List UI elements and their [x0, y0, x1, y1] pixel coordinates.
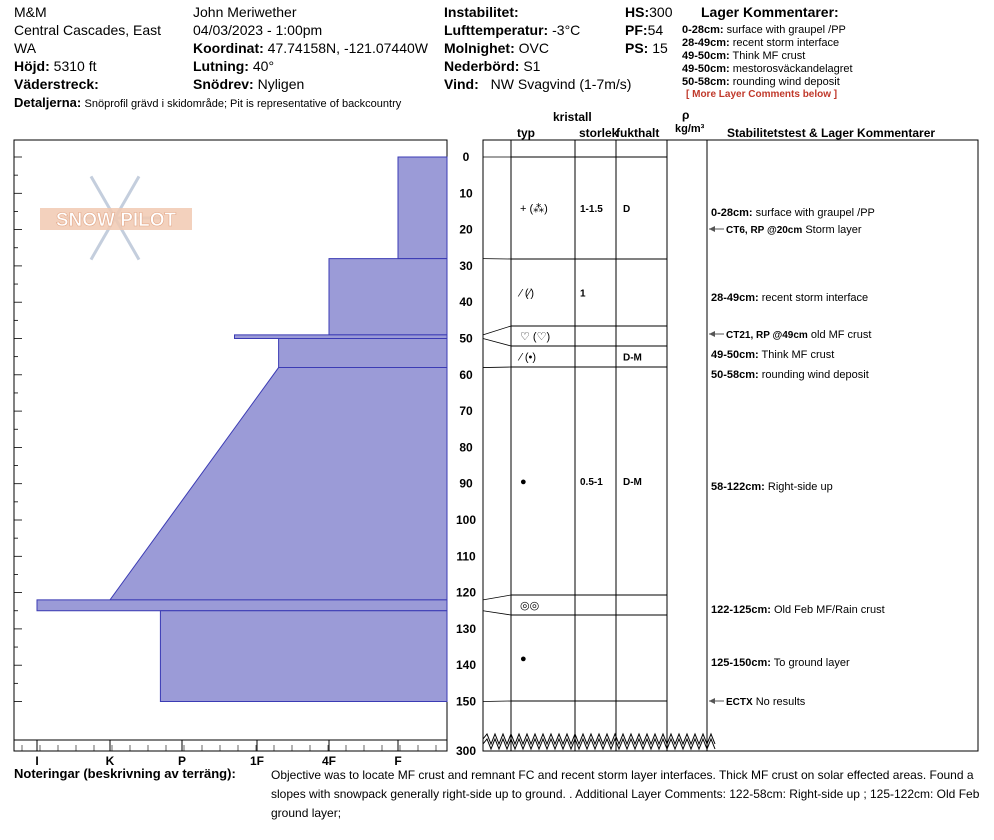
- layer-comment-text: To ground layer: [770, 657, 850, 669]
- depth-label: 90: [459, 476, 473, 491]
- ps-label: PS:: [625, 40, 649, 56]
- hardness-layer-bar: [279, 339, 447, 368]
- layer-comment-range: 125-150cm:: [711, 657, 771, 669]
- depth-label: 80: [459, 440, 473, 455]
- layer-comment-range: 28-49cm:: [682, 37, 730, 49]
- hardness-layer-bar: [398, 157, 447, 259]
- stability-test-code: CT21, RP @49cm: [726, 330, 808, 341]
- layer-comment: [711, 481, 833, 493]
- hardness-axis-label: K: [105, 754, 115, 768]
- hardness-layer-bar: [235, 335, 448, 339]
- moisture-value: D: [623, 204, 631, 215]
- layer-comment: [711, 207, 875, 219]
- arrow-head-icon: [709, 226, 715, 232]
- depth-label: 30: [459, 258, 473, 273]
- notes-text: Objective was to locate MF crust and remnant FC and recent storm layer interfaces. Thick MF crust on solar effected areas. Found a slopes with snowpack generally right-side up to ground. . Additional Layer Comments: 122-58cm: Right-side up ; 125-122cm: Old Feb ground layer;: [271, 768, 980, 820]
- air-temp-value: -3°C: [552, 22, 581, 38]
- stability-test-code: ECTX: [726, 697, 753, 708]
- depth-label: 110: [456, 549, 476, 564]
- details-value: Snöprofil grävd i skidområde; Pit is representative of backcountry: [84, 98, 402, 110]
- size-header: storlek: [579, 126, 619, 140]
- depth-connector-line: [483, 367, 511, 368]
- pf-value: 54: [647, 22, 664, 38]
- location-line-1: Central Cascades, East: [14, 22, 162, 38]
- observation-datetime: 04/03/2023 - 1:00pm: [193, 22, 323, 38]
- wind-loading-value: Nyligen: [257, 76, 305, 92]
- depth-connector-line: [483, 326, 511, 335]
- location-line-2: WA: [14, 40, 37, 56]
- slope-label: Lutning:: [193, 58, 249, 74]
- layer-comment-text: Think MF crust: [729, 50, 806, 62]
- grain-type: ⁄ (⁄): [520, 287, 535, 300]
- sky-label: Molnighet:: [444, 40, 515, 56]
- stability-label: Instabilitet:: [444, 4, 519, 20]
- type-header: typ: [517, 126, 535, 140]
- layer-comment-text: rounding wind deposit: [758, 369, 869, 381]
- depth-label: 60: [459, 367, 473, 382]
- sky-value: OVC: [518, 40, 549, 56]
- hardness-layer-bar: [37, 600, 447, 611]
- hs-label: HS:: [625, 4, 650, 20]
- aspect-label: Väderstreck:: [14, 76, 99, 92]
- layer-comment-range: 49-50cm:: [682, 63, 730, 75]
- depth-label: 0: [462, 150, 470, 164]
- wind-loading-label: Snödrev:: [193, 76, 254, 92]
- depth-label: 10: [459, 186, 473, 201]
- grain-type: ●: [520, 476, 527, 488]
- moisture-value: D-M: [623, 352, 642, 364]
- layer-comment-range: 0-28cm:: [711, 207, 753, 219]
- stability-test: [726, 224, 862, 236]
- observer-name: John Meriwether: [193, 4, 297, 20]
- elevation-value: 5310 ft: [53, 58, 97, 74]
- stability-test: [726, 329, 871, 341]
- grain-size: 0.5-1: [580, 477, 603, 488]
- snowpilot-logo: [40, 176, 192, 259]
- layer-comment-range: 50-58cm:: [711, 369, 759, 381]
- wind-label: Vind:: [444, 76, 479, 92]
- depth-connector-line: [483, 701, 511, 702]
- grain-type: + (⁂): [520, 203, 548, 215]
- layer-comment: [711, 369, 869, 381]
- layer-comment-text: Think MF crust: [758, 349, 835, 361]
- details-label: Detaljerna:: [14, 95, 82, 110]
- more-layer-comments-link[interactable]: [ More Layer Comments below ]: [686, 89, 838, 100]
- layer-comment-range: 50-58cm:: [682, 76, 730, 88]
- air-temp-label: Lufttemperatur:: [444, 22, 549, 38]
- stability-test: [726, 696, 806, 708]
- elevation-label: Höjd:: [14, 58, 50, 74]
- coordinates-value: 47.74158N, -121.07440W: [267, 40, 428, 56]
- layer-comment-range: 49-50cm:: [711, 349, 759, 361]
- layer-comment-text: recent storm interface: [758, 292, 869, 304]
- depth-label: 70: [459, 404, 473, 419]
- grain-size: 1-1.5: [580, 204, 603, 215]
- layer-comment-range: 28-49cm:: [711, 292, 759, 304]
- layer-comment: [711, 604, 885, 616]
- layer-comments-title: Lager Kommentarer:: [701, 4, 839, 20]
- layer-comment: [711, 657, 850, 669]
- depth-label: 140: [455, 658, 477, 673]
- depth-label: 20: [459, 222, 473, 237]
- wind-value: NW Svagvind (1-7m/s): [490, 76, 632, 92]
- density-symbol: ρ: [682, 108, 690, 122]
- hardness-axis-label: P: [177, 754, 187, 768]
- depth-label: 150: [455, 694, 477, 709]
- depth-label: 130: [455, 621, 477, 636]
- layer-comment-text: rounding wind deposit: [729, 76, 840, 88]
- depth-connector-line: [483, 595, 511, 600]
- layer-comment-text: Right-side up: [764, 481, 833, 493]
- stability-test-result: No results: [752, 696, 806, 708]
- coordinates-label: Koordinat:: [193, 40, 264, 56]
- stability-test-code: CT6, RP @20cm: [726, 225, 803, 236]
- layer-comment-range: 0-28cm:: [682, 24, 724, 36]
- layer-comment-text: surface with graupel /PP: [752, 207, 875, 219]
- scale-break-zigzag: [483, 739, 715, 749]
- layer-comment-range: 122-125cm:: [711, 604, 771, 616]
- depth-label: 50: [459, 331, 473, 346]
- hardness-layer-bar: [160, 611, 447, 702]
- hardness-layer-bar: [329, 259, 447, 335]
- layer-comment-range: 49-50cm:: [682, 50, 730, 62]
- hardness-axis-label: F: [394, 754, 402, 768]
- layer-comment-text: mestorosväckandelagret: [729, 63, 853, 75]
- crystal-header: kristall: [553, 110, 592, 124]
- grain-type: ◎◎: [520, 600, 540, 612]
- logo-text: SNOW PILOT: [55, 210, 177, 231]
- grain-size: 1: [580, 288, 586, 300]
- stability-comments-header: Stabilitetstest & Lager Kommentarer: [727, 126, 936, 140]
- hardness-axis-label: I: [35, 754, 39, 768]
- density-unit: kg/m³: [675, 123, 705, 135]
- observer: M&M: [14, 4, 47, 20]
- depth-label: 120: [455, 585, 477, 600]
- moisture-value: D-M: [623, 477, 642, 488]
- depth-connector-line: [483, 611, 511, 615]
- hs-value: 300: [649, 4, 673, 20]
- arrow-head-icon: [709, 331, 715, 337]
- layer-comment-text: recent storm interface: [729, 37, 840, 49]
- notes-label: Noteringar (beskrivning av terräng):: [14, 766, 236, 781]
- depth-label: 40: [459, 295, 473, 310]
- slope-value: 40°: [252, 58, 275, 74]
- ps-value: 15: [652, 40, 668, 56]
- layer-comment: [711, 349, 834, 361]
- depth-label: 100: [455, 513, 477, 527]
- layer-comment-range: 58-122cm:: [711, 481, 765, 493]
- grain-type: ♡ (♡): [520, 331, 551, 343]
- precip-label: Nederbörd:: [444, 58, 520, 74]
- moisture-header: fukthalt: [616, 126, 660, 140]
- depth-connector-line: [483, 339, 511, 347]
- layer-comment: [711, 292, 868, 304]
- precip-value: S1: [523, 58, 541, 74]
- grain-type: ⁄ (•): [520, 351, 537, 364]
- layer-comment-text: surface with graupel /PP: [723, 24, 846, 36]
- depth-label: 300: [455, 744, 477, 758]
- stability-test-result: old MF crust: [807, 329, 872, 341]
- hardness-layer-bar: [110, 368, 447, 600]
- stability-test-result: Storm layer: [802, 224, 862, 236]
- hardness-axis-label: 4F: [321, 754, 337, 768]
- arrow-head-icon: [709, 698, 715, 704]
- hardness-axis-label: 1F: [249, 754, 265, 768]
- grain-type: ●: [520, 653, 527, 665]
- layer-comment-text: Old Feb MF/Rain crust: [770, 604, 885, 616]
- pf-label: PF:: [625, 22, 648, 38]
